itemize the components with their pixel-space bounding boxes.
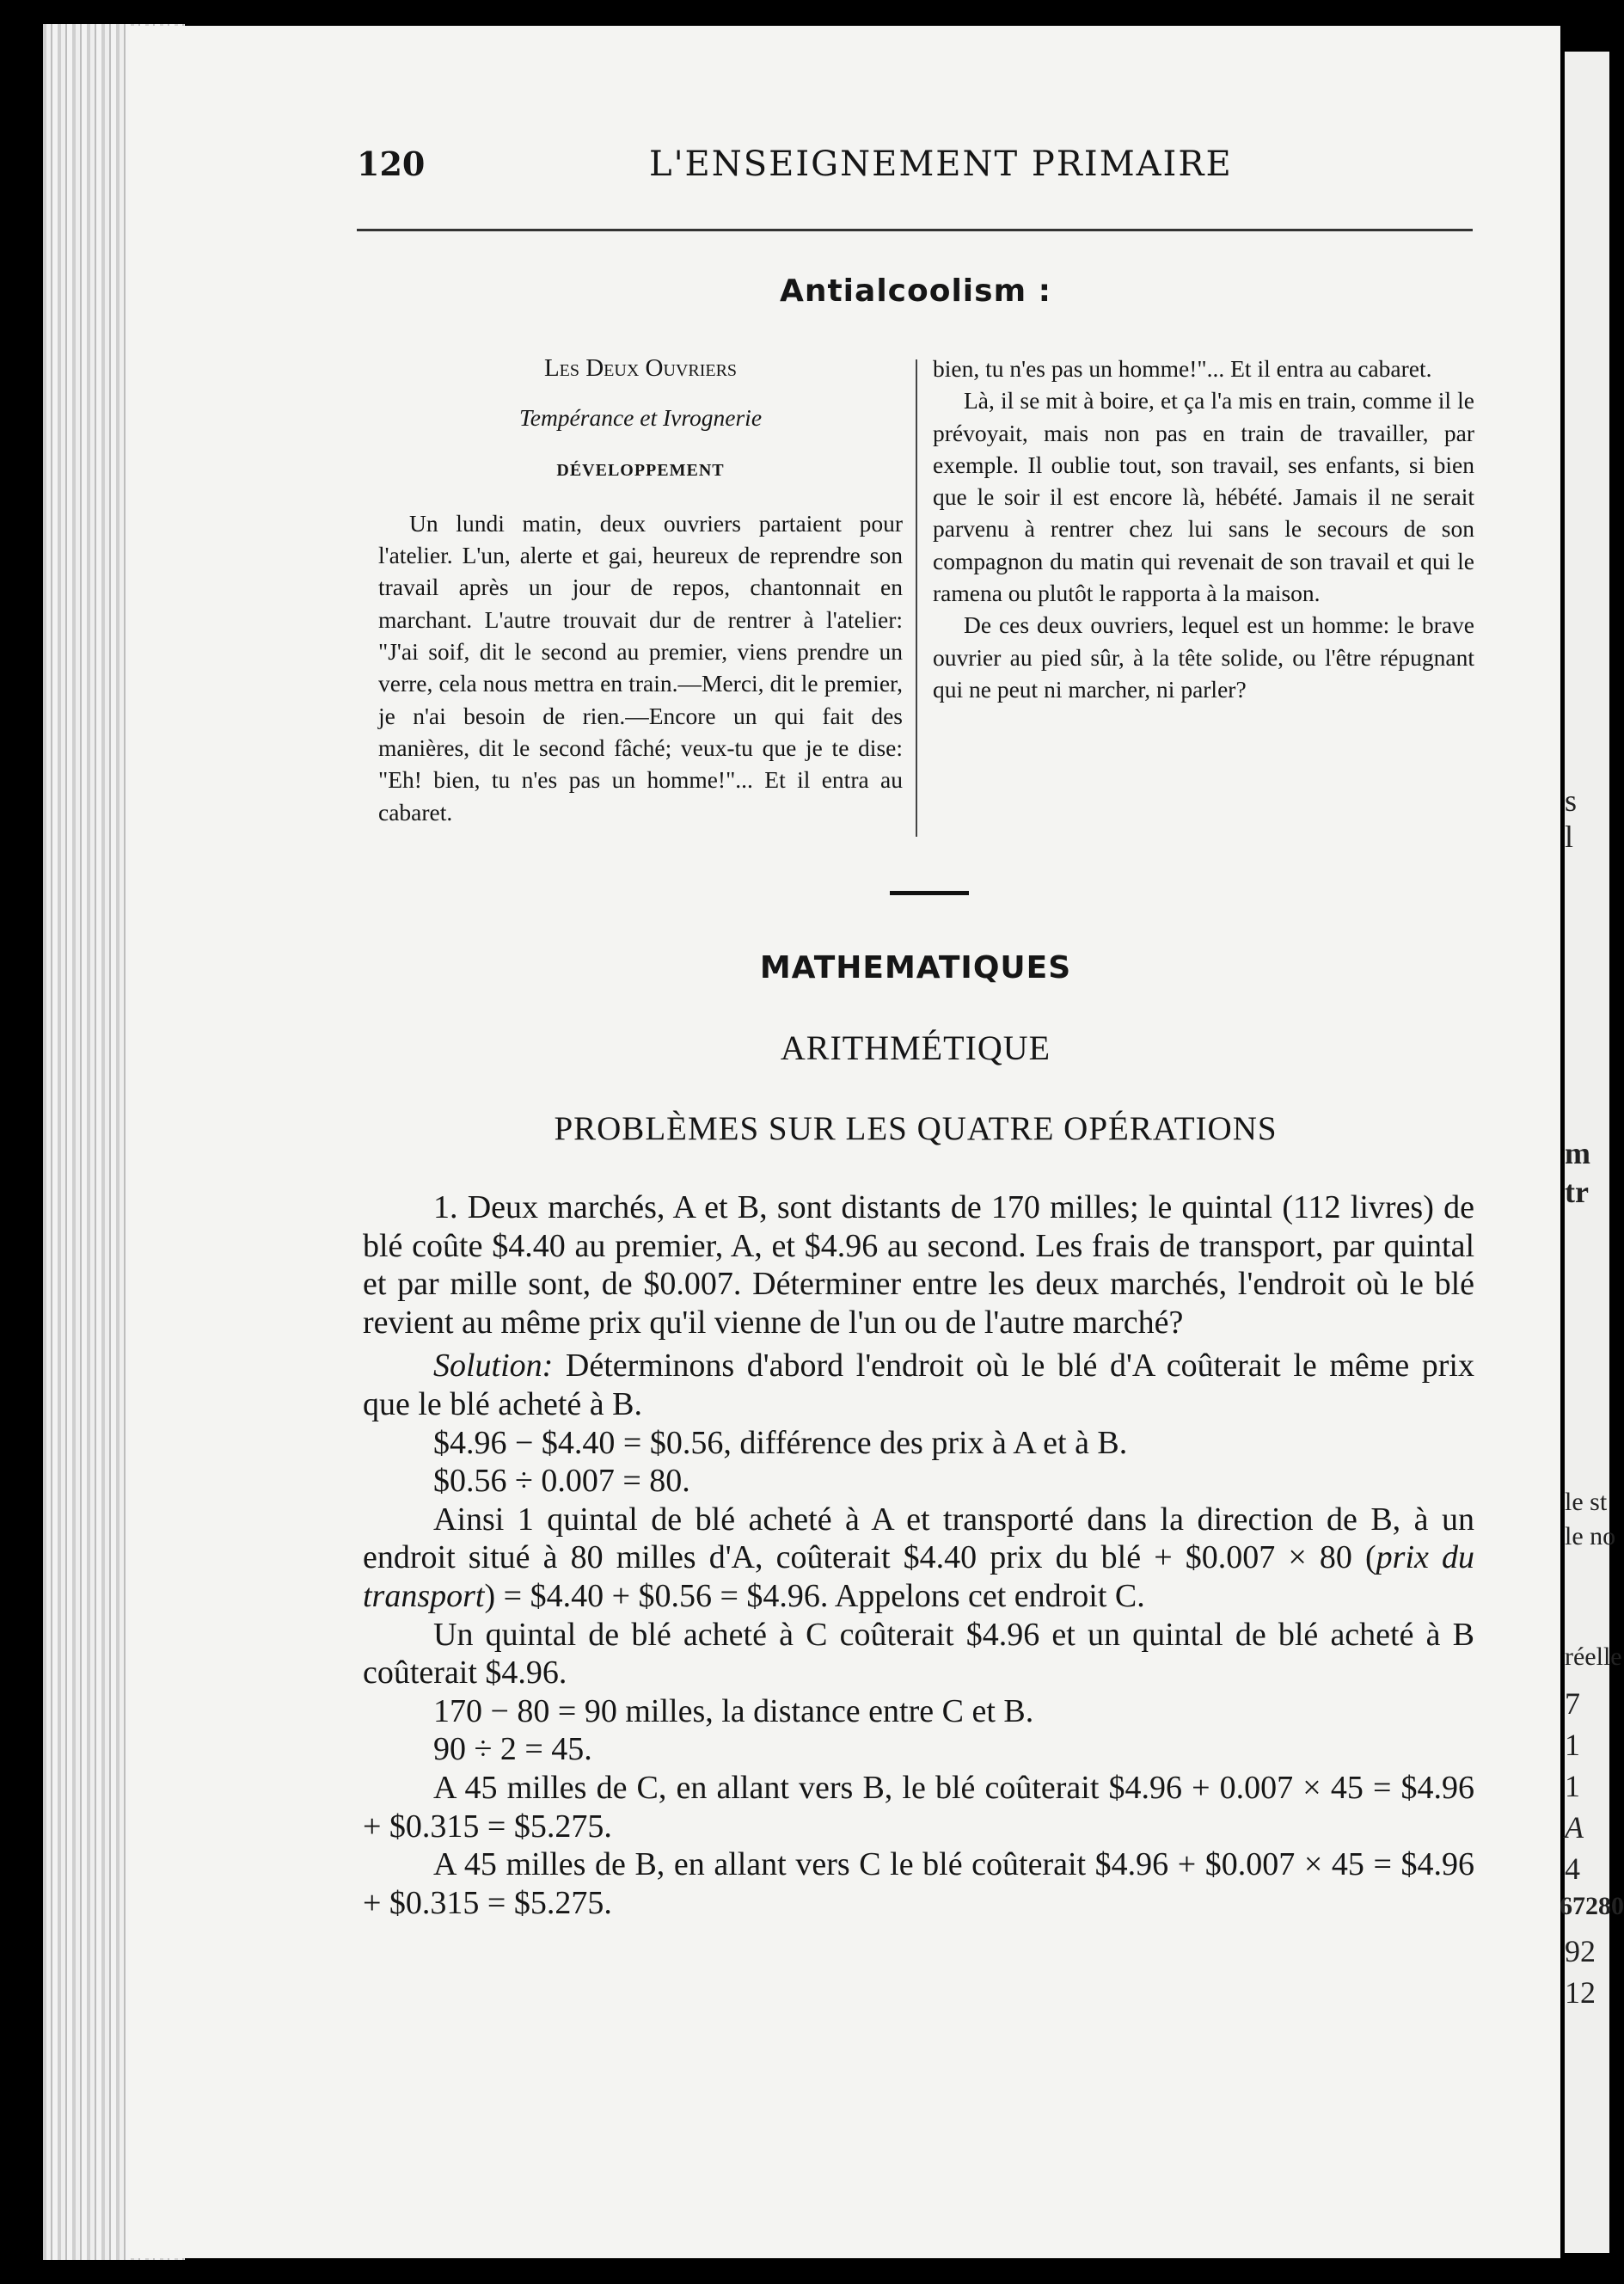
paragraph-right-continued: bien, tu n'es pas un homme!"... Et il entra au cabaret. [933, 355, 1432, 382]
paragraph-d: A 45 milles de B, en allant vers C le blé coûterait $4.96 + $0.007 × 45 = $4.96 + $0.315 = $5.275. [363, 1846, 1474, 1921]
problem-statement: 1. Deux marchés, A et B, sont distants de 170 milles; le quintal (112 livres) de blé coûte $4.40 au premier, A, et $4.96 au second. Les frais de transport, par quintal et par mille sont, de $0.007. Déterminer entre les deux marchés, l'endroit où le blé revient au même prix qu'il vienne de l'un ou de l'autre marché? [363, 1189, 1474, 1341]
paragraph-right-2: De ces deux ouvriers, lequel est un homme: le brave ouvrier au pied sûr, à la tête solide, ou l'être répugnant qui ne peut ni marcher, ni parler? [933, 611, 1474, 703]
problem-body [363, 1188, 1474, 1922]
section-title-mathematiques: MATHEMATIQUES [759, 950, 1072, 985]
equation-2: $0.56 ÷ 0.007 = 80. [433, 1463, 690, 1500]
paragraph-a-italic: prix du transport [363, 1539, 1474, 1614]
subtitle-deux-ouvriers: Les Deux Ouvriers [543, 354, 738, 382]
paragraph-c: A 45 milles de C, en allant vers B, le blé coûterait $4.96 + 0.007 × 45 = $4.96 + $0.315 = $5.275. [363, 1769, 1474, 1845]
section-title-antialcoolism: Antialcoolism : [779, 273, 1052, 309]
paragraph-a [363, 1501, 1474, 1616]
header-rule [357, 229, 1473, 231]
heading-developpement: DÉVELOPPEMENT [556, 460, 725, 480]
column-divider [916, 359, 917, 837]
facing-fragment: 1 [1565, 1728, 1580, 1762]
right-column [933, 353, 1474, 705]
equation-4: 90 ÷ 2 = 45. [433, 1731, 592, 1768]
facing-fragment: tr [1565, 1175, 1589, 1209]
paragraph-a-text-2: ) = $4.40 + $0.56 = $4.96. Appelons cet endroit C. [484, 1577, 1145, 1614]
facing-fragment: A [1565, 1810, 1584, 1845]
solution-label: Solution: [433, 1348, 554, 1385]
solution-paragraph [363, 1347, 1474, 1423]
left-column [378, 353, 903, 826]
facing-fragment: le st [1565, 1488, 1608, 1516]
solution-text: Déterminons d'abord l'endroit où le blé d'A coûterait le même prix que le blé acheté à B. [363, 1348, 1474, 1422]
facing-fragment: réelle [1565, 1642, 1622, 1671]
facing-fragment: m [1565, 1136, 1590, 1170]
paragraph-a-text-1: Ainsi 1 quintal de blé acheté à A et transporté dans la direction de B, à un endroit situé à 80 milles d'A, coûterait $4.40 prix du blé + $0.007 × 80 ( [363, 1501, 1474, 1576]
running-title: L'ENSEIGNEMENT PRIMAIRE [649, 144, 1233, 184]
paragraph-right-1: Là, il se mit à boire, et ça l'a mis en train, comme il le prévoyait, mais non pas en train de travailler, par exemple. Il oublie tout, son travail, ses enfants, si bien que le soir il est encore là, hébété. Jamais il ne serait parvenu à rentrer chez lui sans le secours de son compagnon du matin qui revenait de son travail et qui le ramena ou plutôt le rapporta à la maison. [933, 387, 1474, 607]
page-header [357, 144, 1474, 193]
facing-fragment: le no [1565, 1522, 1616, 1550]
page-number: 120 [357, 144, 426, 183]
facing-fragment: 92 [1565, 1934, 1596, 1968]
facing-fragment: 7 [1565, 1686, 1580, 1721]
paragraph-left: Un lundi matin, deux ouvriers partaient pour l'atelier. L'un, alerte et gai, heureux de reprendre son travail après un jour de repos, chantonnait en marchant. L'autre trouvait dur de rentrer à l'atelier: "J'ai soif, dit le second au premier, viens prendre un verre, cela nous mettra en train.—Merci, dit le premier, je n'ai besoin de rien.—Encore un qui fait des manières, dit le second fâché; veux-tu que je te dise: "Eh! bien, tu n'es pas un homme!"... Et il entra au cabaret. [378, 509, 903, 826]
subtitle-temperance: Tempérance et Ivrognerie [518, 404, 763, 432]
facing-page [1560, 52, 1624, 2253]
subtitle-arithmetique: ARITHMÉTIQUE [780, 1028, 1051, 1067]
facing-fragment: 4 [1565, 1851, 1580, 1886]
facing-fragment: l [1565, 820, 1574, 854]
heading-problemes: PROBLÈMES SUR LES QUATRE OPÉRATIONS [554, 1110, 1278, 1147]
paragraph-b: Un quintal de blé acheté à C coûterait $4.96 et un quintal de blé acheté à B coûterait $4.96. [363, 1616, 1474, 1692]
facing-fragment: 1 [1565, 1769, 1580, 1803]
facing-fragment: 12 [1565, 1975, 1596, 2010]
equation-3: 170 − 80 = 90 milles, la distance entre C et B. [433, 1692, 1034, 1729]
section-separator [890, 891, 969, 895]
facing-fragment: 67280 [1560, 1892, 1624, 1920]
facing-fragment: s [1565, 783, 1578, 818]
equation-1: $4.96 − $4.40 = $0.56, différence des prix à A et à B. [433, 1424, 1128, 1461]
